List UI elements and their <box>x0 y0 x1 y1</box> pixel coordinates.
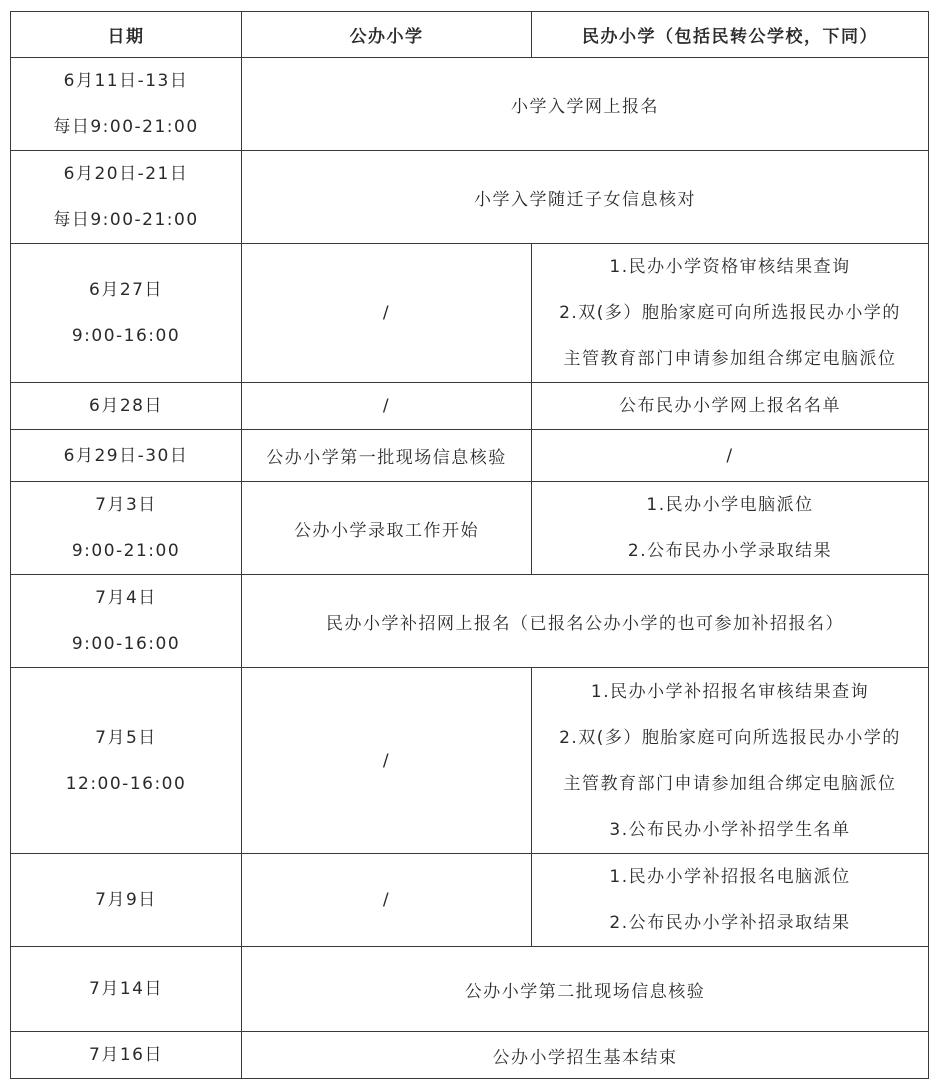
table-row <box>11 854 929 947</box>
time-line: 9:00-16:00 <box>71 326 181 346</box>
table-row <box>11 58 929 151</box>
public-cell: / <box>242 244 532 383</box>
date-cell <box>11 482 242 575</box>
public-cell: 公办小学第一批现场信息核验 <box>242 430 532 482</box>
enrollment-schedule-table <box>10 11 929 1079</box>
date-cell <box>11 1032 242 1079</box>
date-cell <box>11 58 242 151</box>
table-row <box>11 947 929 1032</box>
date-cell <box>11 947 242 1032</box>
private-line: 1.民办小学资格审核结果查询 <box>609 257 851 277</box>
time-line: 12:00-16:00 <box>65 773 187 794</box>
private-line: 1.民办小学补招报名审核结果查询 <box>590 681 870 702</box>
private-line: 2.公布民办小学补招录取结果 <box>609 913 851 933</box>
private-cell <box>532 244 929 383</box>
public-cell: / <box>242 668 532 854</box>
merged-cell: 公办小学第二批现场信息核验 <box>242 947 929 1032</box>
date-line: 7月5日 <box>95 727 157 748</box>
public-cell: / <box>242 854 532 947</box>
table-row <box>11 383 929 430</box>
private-cell <box>532 854 929 947</box>
public-cell: 公办小学录取工作开始 <box>242 482 532 575</box>
table-row <box>11 151 929 244</box>
merged-cell: 民办小学补招网上报名（已报名公办小学的也可参加补招报名） <box>242 575 929 668</box>
date-line: 6月20日-21日 <box>63 164 189 184</box>
table-row <box>11 482 929 575</box>
table-row <box>11 244 929 383</box>
private-line: 2.公布民办小学录取结果 <box>627 541 833 561</box>
private-cell <box>532 668 929 854</box>
private-cell <box>532 383 929 430</box>
date-line: 6月11日-13日 <box>63 71 189 91</box>
private-line: 1.民办小学电脑派位 <box>646 495 814 515</box>
private-cell <box>532 482 929 575</box>
private-line: 主管教育部门申请参加组合绑定电脑派位 <box>563 349 897 369</box>
time-line: 9:00-21:00 <box>71 541 181 561</box>
date-cell <box>11 244 242 383</box>
private-line: 2.双(多）胞胎家庭可向所选报民办小学的 <box>559 727 901 748</box>
header-private-school: 民办小学（包括民转公学校，下同） <box>532 12 929 58</box>
private-line: 主管教育部门申请参加组合绑定电脑派位 <box>563 773 897 794</box>
date-line: 7月16日 <box>89 1045 163 1065</box>
date-line: 6月28日 <box>89 396 163 416</box>
private-cell: / <box>532 430 929 482</box>
date-cell <box>11 575 242 668</box>
private-line: 2.双(多）胞胎家庭可向所选报民办小学的 <box>559 303 901 323</box>
table-header-row <box>11 12 929 58</box>
private-line: 公布民办小学网上报名名单 <box>619 396 841 416</box>
header-public-school: 公办小学 <box>242 12 532 58</box>
time-line: 每日9:00-21:00 <box>53 117 199 137</box>
date-line: 7月9日 <box>95 890 157 910</box>
merged-cell: 小学入学随迁子女信息核对 <box>242 151 929 244</box>
date-line: 6月29日-30日 <box>63 445 189 466</box>
merged-cell: 公办小学招生基本结束 <box>242 1032 929 1079</box>
public-cell: / <box>242 383 532 430</box>
private-line: 3.公布民办小学补招学生名单 <box>609 819 851 840</box>
date-line: 6月27日 <box>89 280 163 300</box>
table-row <box>11 1032 929 1079</box>
date-line: 7月3日 <box>95 495 157 515</box>
date-line: 7月4日 <box>95 588 157 608</box>
date-cell <box>11 668 242 854</box>
date-cell <box>11 430 242 482</box>
table-row <box>11 575 929 668</box>
private-line: 1.民办小学补招报名电脑派位 <box>609 867 851 887</box>
table-row <box>11 668 929 854</box>
date-cell <box>11 854 242 947</box>
table-row <box>11 430 929 482</box>
merged-cell: 小学入学网上报名 <box>242 58 929 151</box>
date-line: 7月14日 <box>89 979 163 999</box>
time-line: 9:00-16:00 <box>71 634 181 654</box>
date-cell <box>11 151 242 244</box>
time-line: 每日9:00-21:00 <box>53 210 199 230</box>
date-cell <box>11 383 242 430</box>
header-date: 日期 <box>11 12 242 58</box>
